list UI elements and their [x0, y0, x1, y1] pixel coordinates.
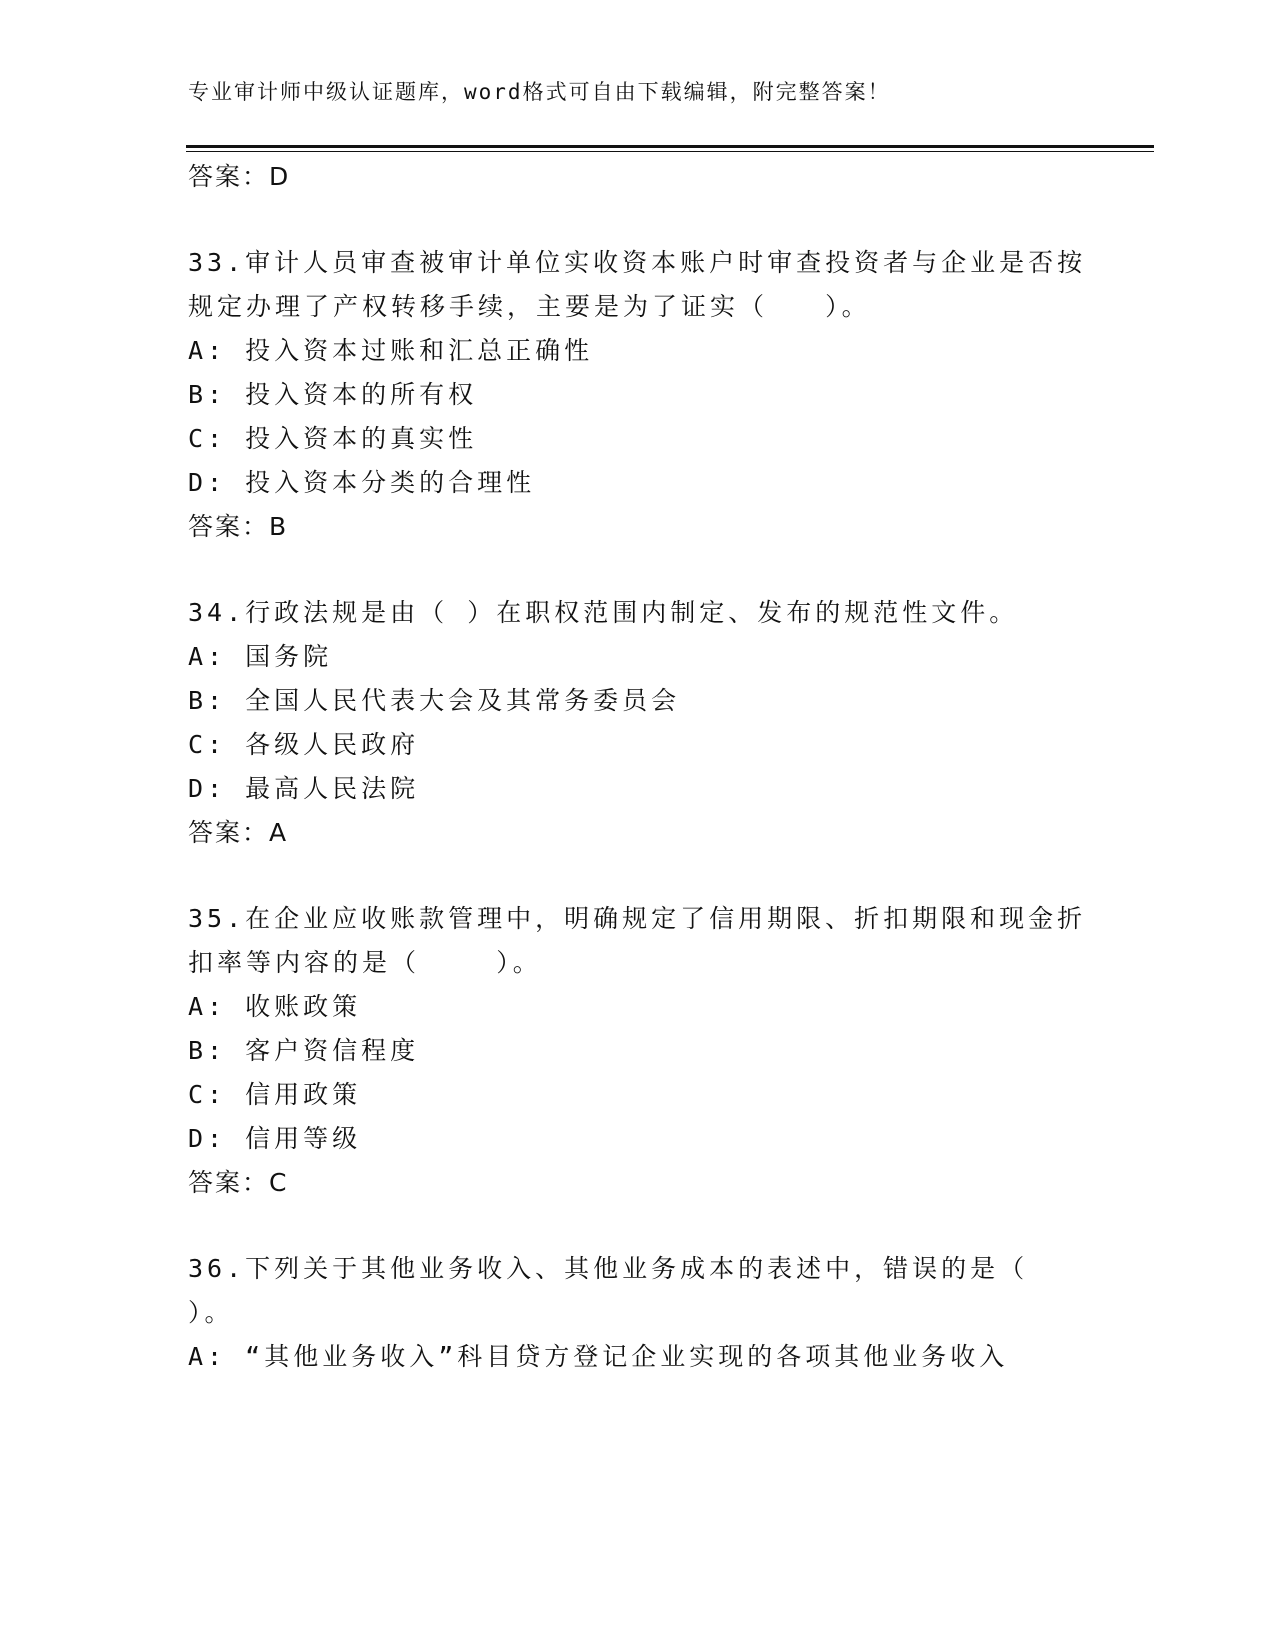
question-34-option-d: D: 最高人民法院 [188, 774, 420, 803]
question-36-stem-line-2: ）。 [188, 1298, 234, 1327]
question-36-option-a: A: “其他业务收入”科目贷方登记企业实现的各项其他业务收入 [188, 1342, 1009, 1371]
question-35-stem-line-2: 扣率等内容的是（ ）。 [188, 948, 542, 977]
question-35-option-c: C: 信用政策 [188, 1080, 362, 1109]
question-34-option-a: A: 国务院 [188, 642, 333, 671]
question-35-answer: 答案：C [188, 1168, 289, 1197]
question-34-stem-line-1: 34.行政法规是由（ ）在职权范围内制定、发布的规范性文件。 [188, 598, 1019, 627]
question-33-answer: 答案：B [188, 512, 289, 541]
question-34-answer: 答案：A [188, 818, 289, 847]
question-34-option-b: B: 全国人民代表大会及其常务委员会 [188, 686, 681, 715]
question-33-option-b: B: 投入资本的所有权 [188, 380, 478, 409]
header-rule-thick [186, 145, 1154, 148]
header-rule-thin [186, 151, 1154, 152]
question-35-option-a: A: 收账政策 [188, 992, 362, 1021]
question-34-option-c: C: 各级人民政府 [188, 730, 420, 759]
question-33-option-c: C: 投入资本的真实性 [188, 424, 478, 453]
page-header: 专业审计师中级认证题库，word格式可自由下载编辑，附完整答案！ [188, 80, 891, 104]
question-36-stem-line-1: 36.下列关于其他业务收入、其他业务成本的表述中，错误的是（ [188, 1254, 1029, 1283]
question-35-option-b: B: 客户资信程度 [188, 1036, 420, 1065]
question-33-option-d: D: 投入资本分类的合理性 [188, 468, 536, 497]
question-35-option-d: D: 信用等级 [188, 1124, 362, 1153]
question-33-option-a: A: 投入资本过账和汇总正确性 [188, 336, 594, 365]
answer-previous: 答案：D [188, 162, 291, 191]
question-33-stem-line-1: 33.审计人员审查被审计单位实收资本账户时审查投资者与企业是否按 [188, 248, 1087, 277]
question-33-stem-line-2: 规定办理了产权转移手续，主要是为了证实（ ）。 [188, 292, 871, 321]
question-35-stem-line-1: 35.在企业应收账款管理中，明确规定了信用期限、折扣期限和现金折 [188, 904, 1087, 933]
